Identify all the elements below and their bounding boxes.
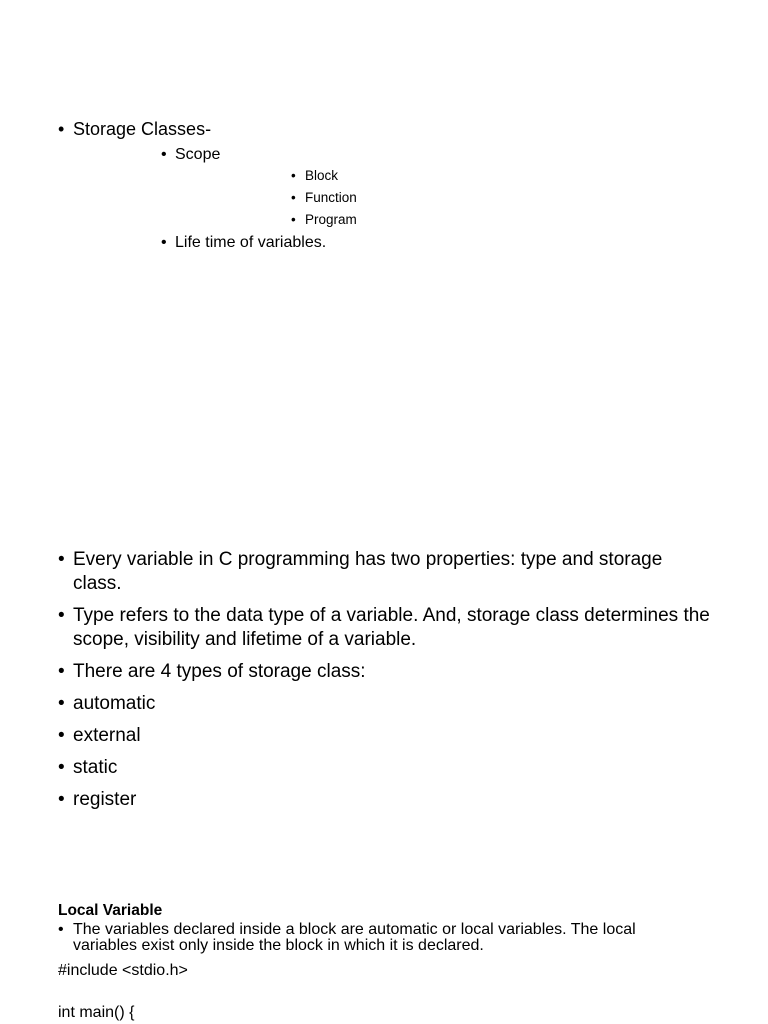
scope-item-program: • Program — [175, 209, 768, 231]
bullet-automatic: • automatic — [0, 692, 768, 716]
scope-item-block: • Block — [175, 165, 768, 187]
bullet-scope — [73, 143, 768, 231]
bullet-local-variable-desc: • The variables declared inside a block are automatic or local variables. The local variables exist only inside the block in which it is declared. — [0, 922, 768, 954]
scope-label: Scope — [175, 146, 221, 163]
bullet-four-types: • There are 4 types of storage class: — [0, 660, 768, 684]
bullet-storage-classes — [0, 116, 768, 255]
bullet-external: • external — [0, 724, 768, 748]
bullet-lifetime: • Life time of variables. — [73, 231, 768, 255]
code-main-line: int main() { — [58, 1004, 135, 1021]
bullet-register: • register — [0, 788, 768, 812]
code-include-line: #include <stdio.h> — [58, 962, 188, 979]
slide-storage-class-types — [0, 548, 768, 820]
local-variable-heading: Local Variable — [58, 902, 163, 919]
bullet-static: • static — [0, 756, 768, 780]
bullet-two-properties: • Every variable in C programming has two properties: type and storage class. — [0, 548, 768, 596]
slide-storage-classes-outline — [0, 116, 768, 255]
storage-classes-title: Storage Classes- — [73, 119, 212, 139]
bullet-type-definition: • Type refers to the data type of a variable. And, storage class determines the scope, visibility and lifetime of a variable. — [0, 604, 768, 652]
scope-item-function: • Function — [175, 187, 768, 209]
slide-local-variable — [0, 900, 768, 1024]
